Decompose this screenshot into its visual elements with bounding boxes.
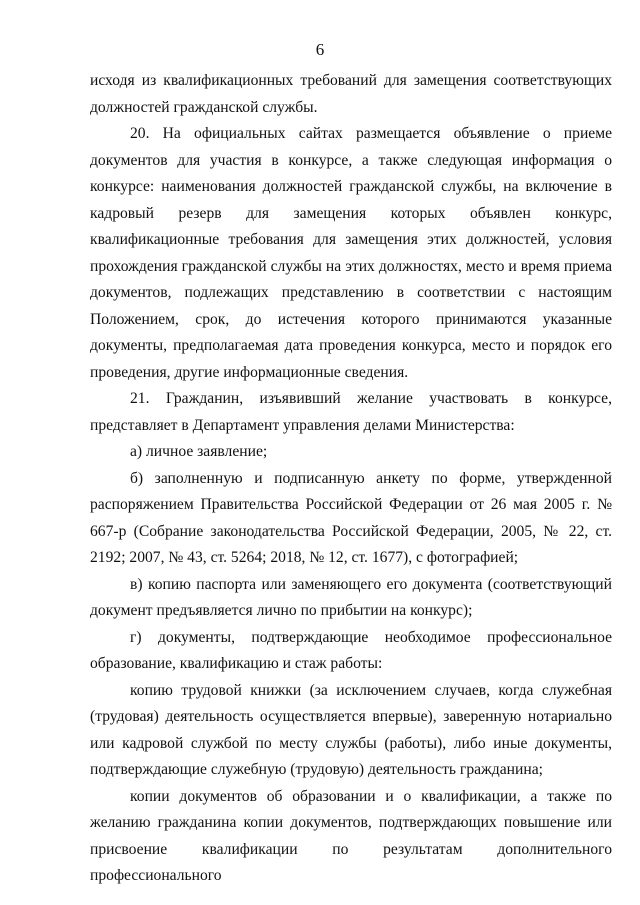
paragraph-subitem-v: в) копию паспорта или заменяющего его документа (соответствующий документ предъявляется лично по прибытии на конкурс); <box>90 575 612 619</box>
paragraph-item-20: 20. На официальных сайтах размещается объявление о приеме документов для участия в конкурсе, а также следующая информация о конкурсе: наименования должностей гражданской службы, на включение в кадровый резерв для замещения которых объявлен конкурс, квалификационные требования для замещения этих должностей, условия прохождения гражданской службы на этих должностях, место и время приема документов, подлежащих представлению в соответствии с настоящим Положением, срок, до истечения которого принимаются указанные документы, предполагаемая дата проведения конкурса, место и порядок его проведения, другие информационные сведения. <box>90 125 612 381</box>
paragraph-education-docs: копии документов об образовании и о квалификации, а также по желанию гражданина копии документов, подтверждающих повышение или присвоение квалификации по результатам дополнительного профессионального <box>90 787 612 884</box>
page-number: 6 <box>315 40 325 59</box>
paragraph-continuation: исходя из квалификационных требований для замещения соответствующих должностей гражданской службы. <box>90 72 612 116</box>
document-body <box>90 68 612 890</box>
paragraph-item-21: 21. Гражданин, изъявивший желание участвовать в конкурсе, представляет в Департамент управления делами Министерства: <box>90 390 612 434</box>
paragraph-subitem-g: г) документы, подтверждающие необходимое профессиональное образование, квалификацию и стаж работы: <box>90 628 612 672</box>
paragraph-subitem-a: а) личное заявление; <box>130 443 268 460</box>
paragraph-labor-book: копию трудовой книжки (за исключением случаев, когда служебная (трудовая) деятельность осуществляется впервые), заверенную нотариально или кадровой службой по месту службы (работы), либо иные документы, подтверждающие служебную (трудовую) деятельность гражданина; <box>90 681 612 778</box>
paragraph-subitem-b: б) заполненную и подписанную анкету по форме, утвержденной распоряжением Правительства Российской Федерации от 26 мая 2005 г. № 667-р (Собрание законодательства Российской Федерации, 2005, № 22, ст. 2192; 2007, № 43, ст. 5264; 2018, № 12, ст. 1677), с фотографией; <box>90 469 612 566</box>
